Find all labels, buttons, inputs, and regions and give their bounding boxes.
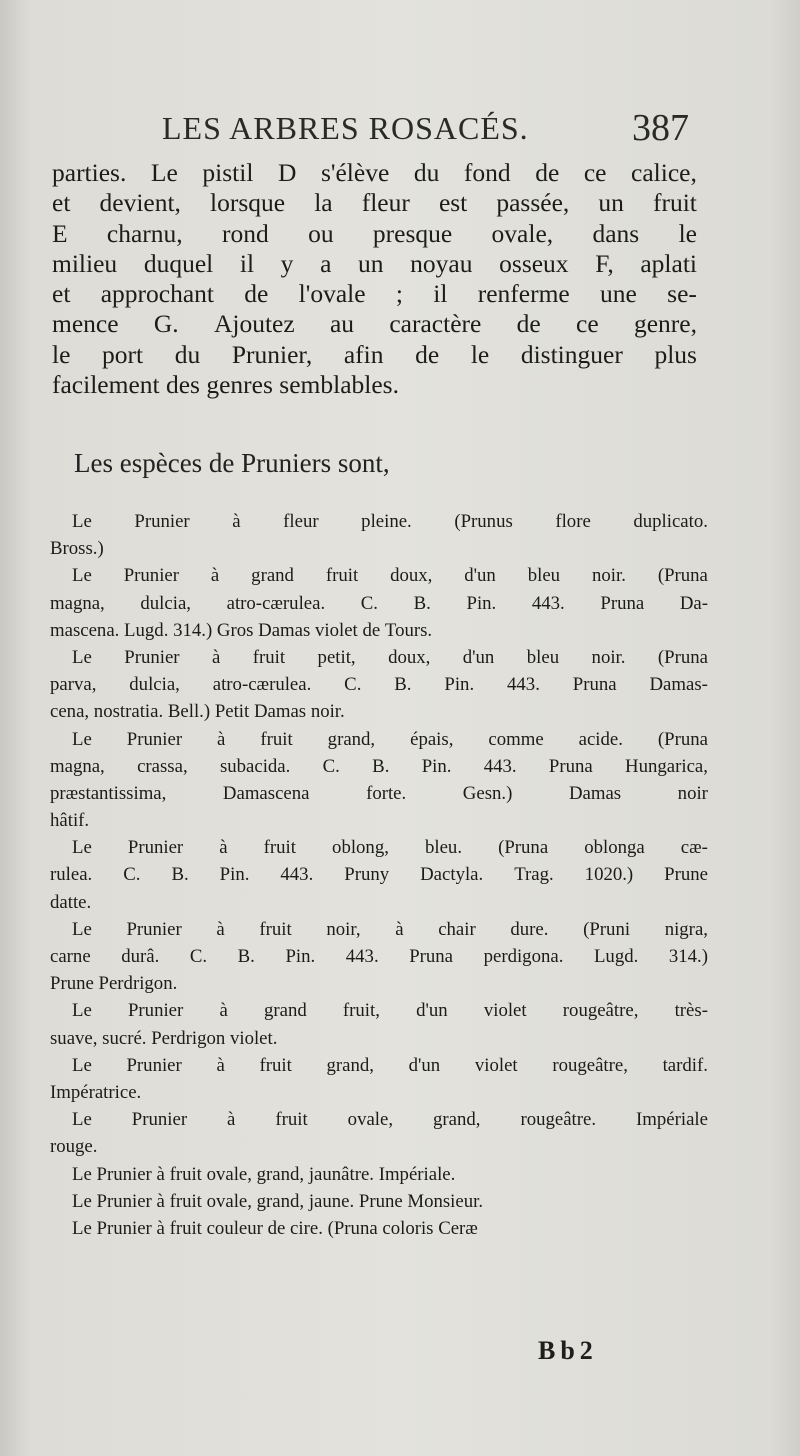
species-entry-line: Le Prunier à fruit noir, à chair dure. (Pruni nigra,: [72, 918, 708, 940]
running-title: LES ARBRES ROSACÉS.: [162, 110, 529, 146]
page-number: 387: [632, 107, 689, 149]
species-entry: [50, 726, 708, 835]
species-entry-line: Le Prunier à fruit couleur de cire. (Pruna coloris Ceræ: [72, 1217, 478, 1239]
species-entry-line: parva, dulcia, atro-cærulea. C. B. Pin. 443. Pruna Damas-: [50, 674, 708, 696]
species-entry: [50, 916, 708, 998]
species-entry: [50, 508, 708, 562]
species-entry-line: præstantissima, Damascena forte. Gesn.) Damas noir: [50, 782, 708, 804]
signature-mark: Bb2: [538, 1336, 598, 1365]
species-list: [50, 508, 708, 1242]
intro-paragraph: [52, 158, 697, 400]
section-heading: Les espèces de Pruniers sont,: [74, 448, 390, 478]
species-entry-line: carne durâ. C. B. Pin. 443. Pruna perdigona. Lugd. 314.): [50, 946, 708, 967]
species-entry: [50, 562, 708, 644]
species-entry-line: Le Prunier à grand fruit, d'un violet rougeâtre, très-: [72, 1000, 708, 1022]
paragraph-line: mence G. Ajoutez au caractère de ce genre,: [52, 309, 697, 339]
species-entry-line: Le Prunier à fruit ovale, grand, jaune. Prune Monsieur.: [72, 1190, 484, 1212]
species-entry-line: Le Prunier à fruit grand, épais, comme acide. (Pruna: [72, 728, 708, 750]
species-entry-line: rulea. C. B. Pin. 443. Pruny Dactyla. Trag. 1020.) Prune: [50, 864, 708, 886]
paragraph-line: facilement des genres semblables.: [52, 370, 399, 400]
species-entry-line: suave, sucré. Perdrigon violet.: [50, 1027, 278, 1049]
species-entry: [50, 834, 708, 916]
species-entry-line: Le Prunier à fruit grand, d'un violet rougeâtre, tardif.: [72, 1054, 708, 1076]
species-entry: [50, 644, 708, 726]
paragraph-line: et approchant de l'ovale ; il renferme une se-: [52, 279, 697, 309]
species-entry: [50, 1188, 708, 1215]
species-entry: [50, 1161, 708, 1188]
species-entry-line: Le Prunier à fruit oblong, bleu. (Pruna oblonga cæ-: [72, 837, 708, 859]
species-entry-line: mascena. Lugd. 314.) Gros Damas violet de Tours.: [50, 619, 433, 641]
species-entry-line: datte.: [50, 891, 92, 913]
species-entry: [50, 997, 708, 1051]
species-entry-line: Le Prunier à fruit petit, doux, d'un bleu noir. (Pruna: [72, 646, 708, 668]
paragraph-line: parties. Le pistil D s'élève du fond de ce calice,: [52, 158, 697, 187]
species-entry-line: rouge.: [50, 1136, 98, 1158]
species-entry: [50, 1052, 708, 1106]
paragraph-line: le port du Prunier, afin de le distinguer plus: [52, 339, 697, 369]
species-entry-line: hâtif.: [50, 810, 90, 832]
species-entry-line: Bross.): [50, 538, 104, 560]
species-entry-line: Prune Perdrigon.: [50, 973, 178, 995]
species-entry-line: Le Prunier à grand fruit doux, d'un bleu noir. (Pruna: [72, 565, 708, 587]
paragraph-line: et devient, lorsque la fleur est passée, un fruit: [52, 188, 697, 218]
species-entry-line: magna, dulcia, atro-cærulea. C. B. Pin. 443. Pruna Da-: [50, 592, 708, 614]
species-entry-line: magna, crassa, subacida. C. B. Pin. 443. Pruna Hungarica,: [50, 755, 708, 777]
species-entry: [50, 1215, 708, 1242]
species-entry: [50, 1106, 708, 1160]
page-header: [0, 107, 800, 158]
species-entry-line: Le Prunier à fruit ovale, grand, rougeâtre. Impériale: [72, 1109, 708, 1131]
species-entry-line: Le Prunier à fruit ovale, grand, jaunâtre. Impériale.: [72, 1163, 456, 1185]
species-entry-line: Le Prunier à fleur pleine. (Prunus flore duplicato.: [72, 511, 708, 532]
paragraph-line: E charnu, rond ou presque ovale, dans le: [52, 218, 697, 248]
paragraph-line: milieu duquel il y a un noyau osseux F, aplati: [52, 248, 697, 278]
species-entry-line: Impératrice.: [50, 1081, 142, 1103]
species-entry-line: cena, nostratia. Bell.) Petit Damas noir.: [50, 701, 345, 723]
